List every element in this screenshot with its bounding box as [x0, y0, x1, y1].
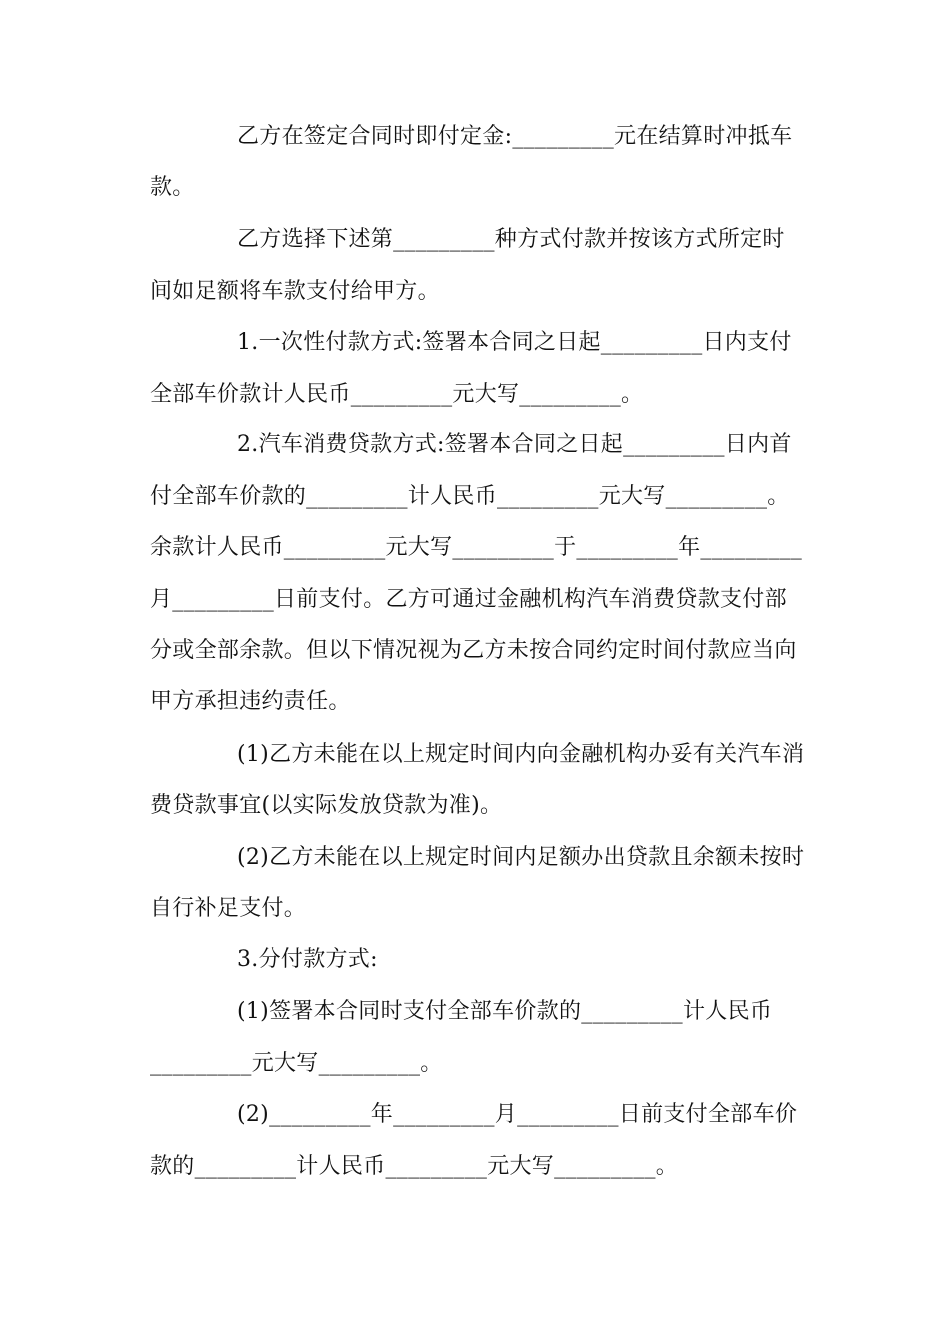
- text-line-installment-2: (2)_________年_________月_________日前支付全部车价: [237, 1102, 798, 1127]
- text-line-loan-cont-1: 付全部车价款的_________计人民币_________元大写_________。: [150, 484, 790, 509]
- text-line-condition-2: (2)乙方未能在以上规定时间内足额办出贷款且余额未按时: [237, 845, 805, 870]
- text-line-deposit: 乙方在签定合同时即付定金:_________元在结算时冲抵车: [237, 124, 793, 149]
- text-line-condition-2-cont: 自行补足支付。: [150, 896, 307, 921]
- text-line-installment-1-cont: _________元大写_________。: [150, 1051, 443, 1076]
- text-line-lump-sum-cont: 全部车价款计人民币_________元大写_________。: [150, 382, 644, 407]
- text-line-condition-1: (1)乙方未能在以上规定时间内向金融机构办妥有关汽车消: [237, 742, 805, 767]
- text-line-loan-cont-3: 月_________日前支付。乙方可通过金融机构汽车消费贷款支付部: [150, 587, 787, 612]
- text-line-payment-choice: 乙方选择下述第_________种方式付款并按该方式所定时: [237, 227, 785, 252]
- text-line-installment-2-cont: 款的_________计人民币_________元大写_________。: [150, 1154, 679, 1179]
- text-line-lump-sum: 1.一次性付款方式:签署本合同之日起_________日内支付: [237, 330, 792, 355]
- text-line-installment-1: (1)签署本合同时支付全部车价款的_________计人民币: [237, 999, 773, 1024]
- text-line-loan-cont-5: 甲方承担违约责任。: [150, 689, 351, 714]
- text-line-loan-cont-2: 余款计人民币_________元大写_________于_________年_________: [150, 535, 803, 560]
- text-line-deposit-cont: 款。: [150, 175, 195, 200]
- text-line-loan-cont-4: 分或全部余款。但以下情况视为乙方未按合同约定时间付款应当向: [150, 638, 797, 663]
- text-line-loan: 2.汽车消费贷款方式:签署本合同之日起_________日内首: [237, 432, 792, 457]
- text-line-payment-choice-cont: 间如足额将车款支付给甲方。: [150, 279, 440, 304]
- text-line-condition-1-cont: 费贷款事宜(以实际发放贷款为准)。: [150, 793, 503, 818]
- text-line-installment-heading: 3.分付款方式:: [237, 947, 378, 972]
